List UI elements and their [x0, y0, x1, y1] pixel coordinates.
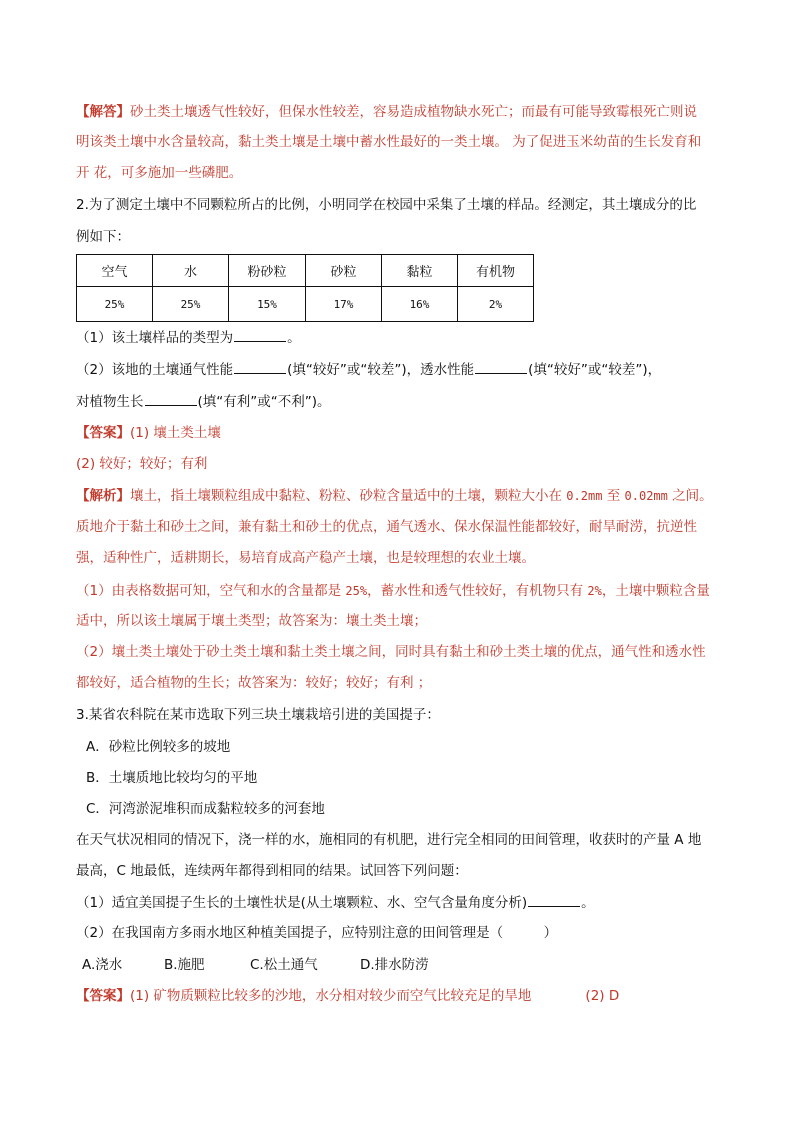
question-2-answer-2: (2) 较好；较好；有利: [76, 456, 208, 472]
soil-composition-table: [76, 254, 534, 322]
analysis-tag: 【解析】: [76, 488, 130, 504]
table-cell: 25%: [153, 287, 229, 322]
question-3-stem: 3.某省农科院在某市选取下列三块土壤栽培引进的美国提子：: [76, 707, 440, 723]
answer-tag: 【答案】: [76, 988, 130, 1004]
table-header-cell: 空气: [77, 255, 153, 287]
table-cell: 25%: [77, 287, 153, 322]
question-3-choices: [82, 956, 732, 974]
table-cell: 15%: [229, 287, 306, 322]
table-header-cell: 黏粒: [382, 255, 458, 287]
question-2-stem-cont: 例如下：: [76, 229, 130, 245]
question-2-sub-1: （1）该土壤样品的类型为 。: [76, 330, 301, 346]
fill-blank[interactable]: [234, 360, 286, 374]
question-2-analysis-2: 质地介于黏土和砂土之间，兼有黏土和砂土的优点，通气透水、保水保温性能都较好，耐旱耐涝，抗逆性: [76, 519, 697, 535]
answer-line-3: 开 花，可多施加一些磷肥。: [76, 165, 243, 181]
question-3-paragraph-1: 在天气状况相同的情况下，浇一样的水，施相同的有机肥，进行完全相同的田间管理，收获时的产量 A 地: [76, 832, 702, 848]
table-header-row: [77, 255, 534, 287]
fill-blank[interactable]: [234, 328, 286, 342]
table-row: [77, 287, 534, 322]
answer-tag: 【答案】: [76, 425, 130, 441]
table-header-cell: 水: [153, 255, 229, 287]
table-header-cell: 砂粒: [306, 255, 382, 287]
fill-blank[interactable]: [145, 392, 197, 406]
question-2-analysis-4: （1）由表格数据可知，空气和水的含量都是 25%，蓄水性和透气性较好，有机物只有 2%，土壤中颗粒含量: [76, 583, 710, 599]
table-cell: 2%: [458, 287, 534, 322]
answer-line-2: 明该类土壤中水含量较高，黏土类土壤是土壤中蓄水性最好的一类土壤。 为了促进玉米幼苗的生长发育和: [76, 134, 702, 150]
table-header-cell: 粉砂粒: [229, 255, 306, 287]
question-3-paragraph-2: 最高，C 地最低，连续两年都得到相同的结果。试回答下列问题：: [76, 863, 468, 879]
fill-blank[interactable]: [475, 360, 527, 374]
table-cell: 17%: [306, 287, 382, 322]
question-2-analysis-1: 【解析】壤土，指土壤颗粒组成中黏粒、粉粒、砂粒含量适中的土壤，颗粒大小在 0.2mm 至 0.02mm 之间。: [76, 488, 713, 504]
choice-b[interactable]: B.施肥: [164, 957, 205, 973]
fill-blank[interactable]: [528, 893, 580, 907]
answer-tag: 【解答】: [76, 104, 130, 120]
question-3-answer: 【答案】(1) 矿物质颗粒比较多的沙地，水分相对较少而空气比较充足的旱地 (2) D: [76, 988, 620, 1004]
question-3-sub-2: （2）在我国南方多雨水地区种植美国提子，应特别注意的田间管理是（ ）: [76, 925, 558, 941]
question-2-answer-1: 【答案】(1) 壤土类土壤: [76, 425, 221, 441]
question-3-option-b: B．土壤质地比较均匀的平地: [86, 770, 258, 786]
table-header-cell: 有机物: [458, 255, 534, 287]
question-2-analysis-3: 强，适种性广，适耕期长，易培育成高产稳产土壤，也是较理想的农业土壤。: [76, 550, 535, 566]
answer-line-1: 【解答】砂土类土壤透气性较好，但保水性较差，容易造成植物缺水死亡；而最有可能导致霉根死亡则说: [76, 104, 697, 120]
question-2-stem: 2.为了测定土壤中不同颗粒所占的比例，小明同学在校园中采集了土壤的样品。经测定，其土壤成分的比: [76, 197, 697, 213]
table-cell: 16%: [382, 287, 458, 322]
question-2-analysis-5: 适中，所以该土壤属于壤土类型；故答案为：壤土类土壤；: [76, 613, 427, 629]
choice-d[interactable]: D.排水防涝: [360, 957, 429, 973]
question-3-option-c: C．河湾淤泥堆积而成黏粒较多的河套地: [86, 801, 325, 817]
question-3-option-a: A．砂粒比例较多的坡地: [86, 739, 231, 755]
choice-c[interactable]: C.松土通气: [250, 957, 318, 973]
question-2-sub-2: （2）该地的土壤通气性能 (填“较好”或“较差”)，透水性能 (填“较好”或“较差”)，: [76, 362, 662, 378]
question-3-sub-1: （1）适宜美国提子生长的土壤性状是(从土壤颗粒、水、空气含量角度分析) 。: [76, 895, 595, 911]
choice-a[interactable]: A.浇水: [82, 957, 123, 973]
question-2-analysis-7: 都较好，适合植物的生长；故答案为：较好；较好；有利 ；: [76, 675, 432, 691]
question-2-sub-2-cont: 对植物生长 (填“有利”或“不利”)。: [76, 394, 331, 410]
question-2-analysis-6: （2）壤土类土壤处于砂土类土壤和黏土类土壤之间，同时具有黏土和砂土类土壤的优点，通气性和透水性: [76, 644, 706, 660]
